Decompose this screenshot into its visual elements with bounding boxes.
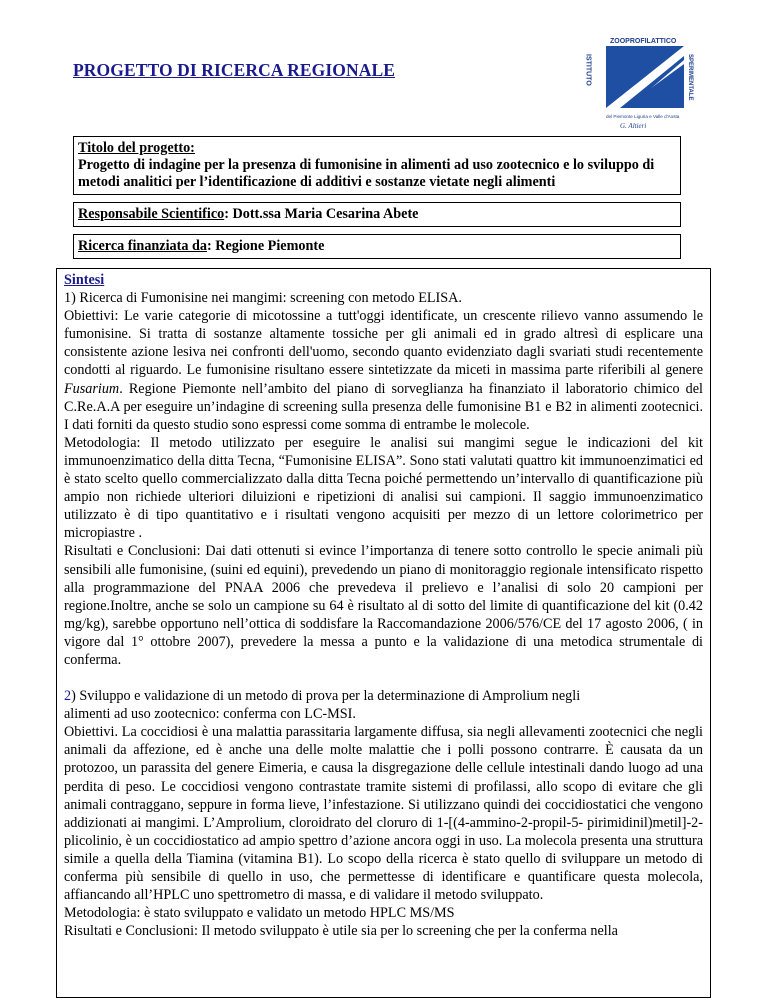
s2-obiettivi: Obiettivi. La coccidiosi è una malattia parassitaria largamente diffusa, sia negli allevamenti zootecnici che negli animali da affezione, ed è anche una delle molte malattie che i polli possono contrarre. È causata da un protozoo, un parassita del genere Eimeria, e causa la disgregazione delle cellule intestinali dando luogo ad una perdita di peso. Le coccidiosi vengono contrastate tramite sistemi di profilassi, allo scopo di evitare che gli animali contraggano, seppure in forma lieve, l’infestazione. Si utilizzano quindi dei coccidiostatici che vengono addizionati ai mangimi. L’Amprolium, cloroidrato del cloruro di 1-[(4-ammino-2-propil-5- pirimidinil)metil]-2-plicolinio, è un coccidiostatico ad ampio spettro d’azione ancora oggi in uso. La molecola presenta una struttura simile a quella della Tiamina (vitamina B1). Lo scopo della ricerca è stato quello di sviluppare un metodo di conferma più sensibile di quello in uso, che permettesse di identificare e quantificare questa molecola, affiancando all’HPLC uno spettrometro di massa, e di validare il metodo sviluppato. [64,724,703,904]
finanziata-box [73,234,681,259]
responsabile-box [73,202,681,227]
responsabile-label: Responsabile Scientifico [78,206,225,222]
genus-fusarium: Fusarium [64,380,120,397]
s2-title: 2) Sviluppo e validazione di un metodo di prova per la determinazione di Amprolium negli alimenti ad uso zootecnico: conferma con LC-MSI. [64,688,581,723]
page-title: PROGETTO DI RICERCA REGIONALE [73,60,396,80]
responsabile-value: : Dott.ssa Maria Cesarina Abete [224,206,419,222]
finanziata-value: : Regione Piemonte [206,238,325,254]
titolo-label: Titolo del progetto: [78,140,195,156]
sintesi-box [56,268,711,998]
s1-title: 1) Ricerca di Fumonisine nei mangimi: screening con metodo ELISA. [64,290,462,307]
s1-obiettivi: Obiettivi: Le varie categorie di micotossine a tutt'oggi identificate, un crescente rilievo vanno assumendo le fumonisine. Si tratta di sostanze altamente tossiche per gli animali ed in grado altresì di esplicare una consistente azione lesiva nei confronti dell'uomo, secondo quanto evidenziato dagli svariati studi recentemente condotti al riguardo. Le fumonisine risultano essere sintetizzate da miceti in massima parte riferibili al genere Fusarium. Regione Piemonte nell’ambito del piano di sorveglianza ha finanziato il laboratorio chimico del C.Re.A.A per eseguire un’indagine di screening sulla presenza delle fumonisine B1 e B2 in alimenti zootecnici. I dati forniti da questo studio sono espressi come somma di entrambe le molecole. [64,308,703,433]
svg-text:del Piemonte Liguria e Valle d: del Piemonte Liguria e Valle d'Aosta [606,114,680,119]
finanziata-label: Ricerca finanziata da [78,238,207,254]
s2-metodologia: Metodologia: è stato sviluppato e validato un metodo HPLC MS/MS [64,905,455,922]
institute-logo [582,34,712,130]
titolo-text: Progetto di indagine per la presenza di fumonisine in alimenti ad uso zootecnico e lo sviluppo di metodi analitici per l’identificazione di additivi e sostanze vietate negli alimenti [78,157,655,190]
s1-metodologia: Metodologia: Il metodo utilizzato per eseguire le analisi sui mangimi segue le indicazioni del kit immunoenzimatico della ditta Tecna, “Fumonisine ELISA”. Sono stati valutati quattro kit immunoenzimatici ed è stato scelto quello commercializzato dalla ditta Tecna poiché permettendo un’intervallo di quantificazione più ampio non richiede ulteriori diluizioni e ripetizioni di analisi sui campioni. Il saggio immunoenzimatico utilizzato è di tipo quantitativo e i risultati vengono acquisiti per mezzo di un lettore colorimetrico per micropiastre . [64,434,703,542]
s2-risultati: Risultati e Conclusioni: Il metodo sviluppato è utile sia per lo screening che per la conferma nella [64,923,618,940]
svg-text:G. Altieri: G. Altieri [620,122,647,130]
titolo-box [73,136,681,195]
svg-text:SPERIMENTALE: SPERIMENTALE [687,54,693,101]
sintesi-heading: Sintesi [64,272,105,288]
s1-risultati: Risultati e Conclusioni: Dai dati ottenuti si evince l’importanza di tenere sotto controllo le specie animali più sensibili alle fumonisine, (suini ed equini), prevedendo un piano di monitoraggio regionale intensificato rispetto alla programmazione del PNAA 2006 che prevedeva il prelievo e l’analisi di solo 20 campioni per regione.Inoltre, anche se solo un campione su 64 è risultato al di sotto del limite di quantificazione del kit (0.42 mg/kg), sarebbe opportuno nell’ottica di soddisfare la Raccomandazione 2006/576/CE del 17 agosto 2006, ( in vigore dal 1° ottobre 2007), prevedere la messa a punto e la validazione di una metodica strumentale di conferma. [64,543,703,668]
svg-text:ISTITUTO: ISTITUTO [584,54,592,86]
svg-text:ZOOPROFILATTICO: ZOOPROFILATTICO [610,38,677,45]
